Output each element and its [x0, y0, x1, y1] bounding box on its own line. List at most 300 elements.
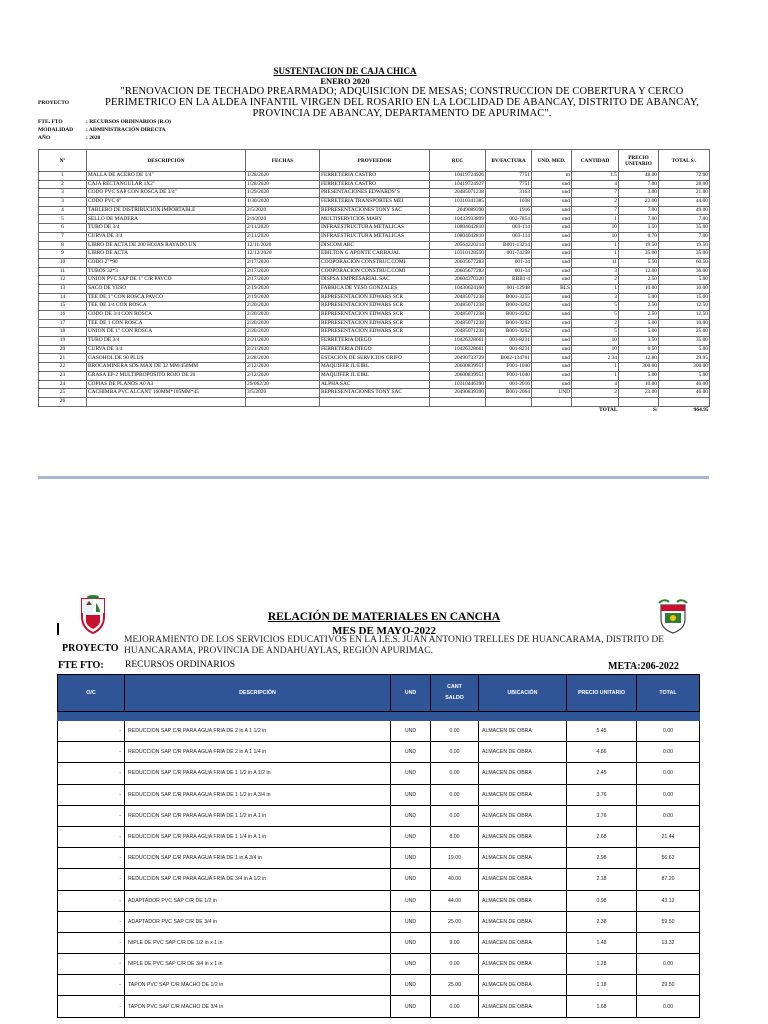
row-number: 25: [39, 389, 87, 398]
col-header-precio: PRECIO UNITARIO: [619, 150, 659, 172]
row-oc: -: [58, 721, 125, 742]
row-oc: -: [58, 996, 125, 1017]
col-header-oc: O/C: [58, 675, 125, 712]
row-proveedor: ESTACION DE SERVICIOS GRIFO: [320, 354, 430, 363]
row-descripcion: TAPON PVC SAP C/R MACHO DE 1/2 in: [125, 975, 391, 996]
materiales-row: [58, 954, 700, 975]
row-number: 26: [39, 397, 87, 406]
row-cant-saldo: 40.00: [431, 869, 479, 890]
row-factura: 7751: [486, 180, 532, 189]
row-total: 7.00: [659, 232, 710, 241]
col-header-precio2: PRECIO UNITARIO: [567, 675, 637, 712]
row-und: UND: [391, 805, 431, 826]
row-ubicacion: ALMACEN DE OBRA: [479, 890, 567, 911]
table-bottom-bar: [38, 476, 709, 479]
row-fecha: 2/20/2020: [246, 302, 320, 311]
row-descripcion: CODO PVC SAP CON ROSCA DE 3/4": [87, 189, 246, 198]
caja-chica-row: [39, 319, 710, 328]
total-label: TOTAL: [599, 406, 618, 413]
row-total: 12.50: [659, 302, 710, 311]
row-ubicacion: ALMACEN DE OBRA: [479, 826, 567, 847]
row-fecha: 2/11/2020: [246, 232, 320, 241]
row-cantidad: 1.5: [572, 172, 619, 181]
row-und: und: [532, 302, 572, 311]
row-cantidad: 1: [572, 284, 619, 293]
row-descripcion: REDUCCION SAP C/R PARA AGUA FRIA DE 1 1/2 in A 1 in: [125, 805, 391, 826]
row-ruc: 20485071238: [430, 328, 486, 337]
caja-chica-row: [39, 224, 710, 233]
row-precio: 10.00: [619, 284, 659, 293]
row-ruc: 10426328661: [430, 337, 486, 346]
meta-value-fte: : RECURSOS ORDINARIOS (R.O): [86, 119, 171, 125]
row-ruc: 20485071238: [430, 311, 486, 320]
row-total: 0.00: [637, 996, 700, 1017]
materiales-row: [58, 826, 700, 847]
caja-chica-period: ENERO 2020: [320, 76, 370, 86]
row-precio: 48.00: [619, 172, 659, 181]
row-descripcion: COPIAS DE PLANOS A0 A3: [87, 380, 246, 389]
row-fecha: 12/12/2020: [246, 250, 320, 259]
materiales-row: [58, 911, 700, 932]
row-descripcion: REDUCCION SAP C/R PARA AGUA FRIA DE 1 1/4 in A 1 in: [125, 826, 391, 847]
row-precio: 12.80: [619, 354, 659, 363]
row-number: 24: [39, 380, 87, 389]
caja-chica-row: [39, 371, 710, 380]
row-precio-unitario: 3.76: [567, 784, 637, 805]
row-number: 7: [39, 232, 87, 241]
row-und: UND: [391, 826, 431, 847]
row-ruc: 20604370320: [430, 276, 486, 285]
materiales-period: MES DE MAYO-2022: [331, 625, 437, 637]
caja-chica-row: [39, 389, 710, 398]
col-header-n: Nº: [39, 150, 87, 172]
row-precio: [619, 397, 659, 406]
row-fecha: 2/12/2020: [246, 371, 320, 380]
row-factura: B001-3262: [486, 319, 532, 328]
materiales-row: [58, 932, 700, 953]
row-ruc: 20605677283: [430, 258, 486, 267]
row-und: UND: [391, 721, 431, 742]
row-total: 5.00: [659, 276, 710, 285]
row-oc: -: [58, 954, 125, 975]
row-descripcion: REDUCCION SAP C/R PARA AGUA FRIA DE 1 1/2 in A 3/4 in: [125, 784, 391, 805]
row-precio-unitario: 1.68: [567, 996, 637, 1017]
row-ubicacion: ALMACEN DE OBRA: [479, 763, 567, 784]
row-number: 22: [39, 363, 87, 372]
row-ubicacion: ALMACEN DE OBRA: [479, 869, 567, 890]
row-total: 13.32: [637, 932, 700, 953]
row-descripcion: REDUCCION SAP C/R PARA AGUA FRIA DE 2 in A 1 1/4 in: [125, 742, 391, 763]
row-proveedor: INFRAESTRUCTURA METALICAS: [320, 232, 430, 241]
row-factura: 001-8231: [486, 337, 532, 346]
row-ubicacion: ALMACEN DE OBRA: [479, 721, 567, 742]
meta-label-fte: FTE. FTO: [38, 119, 63, 125]
row-total: 59.50: [637, 911, 700, 932]
row-ruc: 20485071238: [430, 293, 486, 302]
row-proveedor: FERRETERIA TRANSPORTES MEJ: [320, 198, 430, 207]
caja-chica-header-row: [39, 150, 710, 172]
row-factura: B002-134761: [486, 354, 532, 363]
row-number: 15: [39, 302, 87, 311]
caja-chica-row: [39, 180, 710, 189]
row-und: UND: [391, 996, 431, 1017]
header-gap-row: [58, 712, 700, 721]
row-total: 35.00: [659, 224, 710, 233]
row-cantidad: 11: [572, 258, 619, 267]
row-ubicacion: ALMACEN DE OBRA: [479, 784, 567, 805]
row-total: 0.00: [637, 721, 700, 742]
row-number: 4: [39, 206, 87, 215]
row-number: 13: [39, 284, 87, 293]
row-proveedor: REPRESENTACIONES TONY SAC: [320, 206, 430, 215]
row-descripcion: ADAPTADOR PVC SAP C/R DE 1/2 in: [125, 890, 391, 911]
row-total: 35.00: [659, 337, 710, 346]
row-oc: -: [58, 784, 125, 805]
row-proveedor: [320, 397, 430, 406]
caja-chica-row: [39, 311, 710, 320]
row-und: UND: [391, 742, 431, 763]
row-total: 25.00: [659, 328, 710, 337]
row-proveedor: MAQUIFER JL EIRL: [320, 363, 430, 372]
row-fecha: 2/12/2020: [246, 363, 320, 372]
row-total: 46.00: [659, 389, 710, 398]
row-factura: 002-7854: [486, 215, 532, 224]
row-proveedor: REPRESENTACION EDWARS SCR: [320, 311, 430, 320]
row-proveedor: MAQUIFER JL EIRL: [320, 371, 430, 380]
caja-chica-row: [39, 337, 710, 346]
row-proveedor: REPRESENTACIONES TONY SAC: [320, 389, 430, 398]
row-precio: 2.50: [619, 311, 659, 320]
caja-chica-total-row: [39, 406, 710, 414]
row-descripcion: UNION PVC SAP DE 1" C/R PAVCO: [87, 276, 246, 285]
row-cantidad: 1: [572, 241, 619, 250]
row-total: 35.00: [659, 250, 710, 259]
row-oc: -: [58, 848, 125, 869]
row-fecha: 2/17/2020: [246, 267, 320, 276]
row-ubicacion: ALMACEN DE OBRA: [479, 848, 567, 869]
row-number: 1: [39, 172, 87, 181]
row-cant-saldo: 25.00: [431, 975, 479, 996]
row-oc: -: [58, 763, 125, 784]
row-factura: 001-2016: [486, 380, 532, 389]
row-factura: BBB1-4: [486, 276, 532, 285]
row-descripcion: TUBO DE 3/4: [87, 337, 246, 346]
meta-label-modalidad: MODALIDAD: [38, 127, 74, 133]
row-total: 0.00: [637, 805, 700, 826]
row-cant-saldo: 9.00: [431, 932, 479, 953]
row-total: 21.00: [659, 189, 710, 198]
row-cantidad: 4: [572, 380, 619, 389]
row-proveedor: EBILTON G APONTE CARBAJAL: [320, 250, 430, 259]
caja-chica-row: [39, 302, 710, 311]
row-precio: 23.00: [619, 389, 659, 398]
row-und: und: [532, 206, 572, 215]
row-number: 21: [39, 354, 87, 363]
row-und: und: [532, 354, 572, 363]
row-descripcion: ADAPTADOR PVC SAP C/R DE 3/4 in: [125, 911, 391, 932]
caja-chica-section: [0, 0, 768, 490]
row-proveedor: REPRESENTACION EDWARS SCR: [320, 328, 430, 337]
caja-chica-row: [39, 241, 710, 250]
row-fecha: 2/4/2020: [246, 215, 320, 224]
row-und: und: [532, 224, 572, 233]
fte2-value: RECURSOS ORDINARIOS: [125, 660, 236, 670]
row-total: 0.00: [637, 954, 700, 975]
row-und: [532, 397, 572, 406]
caja-chica-row: [39, 345, 710, 354]
meta2-value: META:206-2022: [608, 661, 679, 672]
row-precio: 12.00: [619, 267, 659, 276]
materiales-row: [58, 784, 700, 805]
row-proveedor: DISCOM ABC: [320, 241, 430, 250]
row-precio: 5.00: [619, 371, 659, 380]
row-precio: 3.50: [619, 224, 659, 233]
row-descripcion: TABLERO DE DISTRIBUCION IMPORTABLE: [87, 206, 246, 215]
row-descripcion: NIPLE DE PVC SAP C/R DE 1/2 in x 1 in: [125, 932, 391, 953]
row-cantidad: 1: [572, 363, 619, 372]
row-fecha: 2/19/2020: [246, 293, 320, 302]
row-cant-saldo: 8.00: [431, 826, 479, 847]
row-cantidad: 10: [572, 337, 619, 346]
materiales-row: [58, 890, 700, 911]
row-factura: 001-8231: [486, 345, 532, 354]
row-und: und: [532, 267, 572, 276]
row-ubicacion: ALMACEN DE OBRA: [479, 996, 567, 1017]
materiales-row: [58, 763, 700, 784]
row-fecha: 12/11/2020: [246, 241, 320, 250]
row-precio: 7.00: [619, 215, 659, 224]
row-factura: [486, 397, 532, 406]
col-header-fechas: FECHAS: [246, 150, 320, 172]
row-und: und: [532, 380, 572, 389]
row-descripcion: REDUCCION SAP C/R PARA AGUA FRIA DE 2 in A 1 1/2 in: [125, 721, 391, 742]
row-proveedor: FERRETERIA DIEGO: [320, 345, 430, 354]
row-ruc: 10419724926: [430, 172, 486, 181]
row-factura: 1038: [486, 198, 532, 207]
row-precio: 10.00: [619, 380, 659, 389]
row-ruc: 10430624160: [430, 284, 486, 293]
row-precio-unitario: 2.68: [567, 826, 637, 847]
row-cantidad: 1: [572, 215, 619, 224]
row-total: 0.00: [637, 763, 700, 784]
row-fecha: 1/28/2020: [246, 172, 320, 181]
row-factura: B001-3262: [486, 328, 532, 337]
row-und: und: [532, 328, 572, 337]
row-und: und: [532, 337, 572, 346]
row-total: 10.00: [659, 284, 710, 293]
row-proveedor: FERRETERIA DIEGO: [320, 337, 430, 346]
row-number: 5: [39, 215, 87, 224]
row-proveedor: DISPSA EMPRESARIAL SAC: [320, 276, 430, 285]
col-header-proveedor: PROVEEDOR: [320, 150, 430, 172]
row-precio: 300.00: [619, 363, 659, 372]
row-total: 7.00: [659, 215, 710, 224]
row-total: 43.12: [637, 890, 700, 911]
row-fecha: 1/28/2020: [246, 180, 320, 189]
materiales-row: [58, 996, 700, 1017]
row-descripcion: SACO DE YESO: [87, 284, 246, 293]
row-descripcion: GRASA EP-2 MULTIPROPOSITO ROJO DE 20: [87, 371, 246, 380]
row-ubicacion: ALMACEN DE OBRA: [479, 932, 567, 953]
row-und: UND: [391, 890, 431, 911]
row-precio: 2.50: [619, 302, 659, 311]
row-descripcion: TAPON PVC SAP C/R MACHO DE 3/4 in: [125, 996, 391, 1017]
row-total: 5.00: [659, 345, 710, 354]
row-cantidad: [572, 397, 619, 406]
proyecto2-label: PROYECTO: [62, 643, 119, 654]
row-und: und: [532, 276, 572, 285]
caja-chica-row: [39, 198, 710, 207]
col-header-ubicacion: UBICACIÓN: [479, 675, 567, 712]
row-proveedor: MULTISERVICIOS MARY: [320, 215, 430, 224]
row-total: 60.50: [659, 258, 710, 267]
caja-chica-title: SUSTENTACION DE CAJA CHICA: [273, 66, 417, 76]
caja-chica-row: [39, 206, 710, 215]
row-descripcion: NIPLE DE PVC SAP C/R DE 3/4 in x 1 in: [125, 954, 391, 975]
row-factura: 001-34: [486, 258, 532, 267]
row-ruc: 20564220214: [430, 241, 486, 250]
row-fecha: 2/20/2020: [246, 328, 320, 337]
row-fecha: 2/28/2020: [246, 354, 320, 363]
row-precio: 35.00: [619, 250, 659, 259]
row-total: 19.50: [659, 241, 710, 250]
row-und: UND: [391, 932, 431, 953]
row-total: 56.62: [637, 848, 700, 869]
row-number: 3: [39, 198, 87, 207]
row-und: und: [532, 258, 572, 267]
row-cantidad: 2: [572, 389, 619, 398]
row-factura: B001-3255: [486, 293, 532, 302]
row-total: 36.00: [659, 267, 710, 276]
row-und: UND: [391, 784, 431, 805]
row-precio-unitario: 1.18: [567, 975, 637, 996]
row-fecha: 2/20/2020: [246, 311, 320, 320]
row-cantidad: 2: [572, 319, 619, 328]
row-total: 12.50: [659, 311, 710, 320]
caja-chica-row: [39, 258, 710, 267]
row-factura: F001-1040: [486, 371, 532, 380]
row-number: 16: [39, 311, 87, 320]
row-und: UND: [391, 911, 431, 932]
col-header-cant: CANT: [447, 684, 462, 690]
row-total: 44.00: [659, 198, 710, 207]
row-cant-saldo: 0.00: [431, 996, 479, 1017]
row-fecha: 2/17/2020: [246, 276, 320, 285]
row-precio: 5.00: [619, 293, 659, 302]
row-und: und: [532, 363, 572, 372]
col-header-und: UND. MED.: [532, 150, 572, 172]
row-und: UND: [391, 848, 431, 869]
materiales-table: [57, 674, 700, 1018]
row-total: 49.00: [659, 206, 710, 215]
row-total: 15.00: [659, 293, 710, 302]
row-cantidad: 1: [572, 371, 619, 380]
row-cantidad: 2: [572, 276, 619, 285]
col-header-descripcion2: DESCRIPCIÓN: [125, 675, 391, 712]
row-cant-saldo: 0.00: [431, 721, 479, 742]
row-ruc: [430, 397, 486, 406]
row-proveedor: COOPORACION CONSTRUC.COMI: [320, 267, 430, 276]
row-number: 9: [39, 250, 87, 259]
row-number: 3: [39, 189, 87, 198]
row-oc: -: [58, 826, 125, 847]
row-proveedor: REPRESENTACION EDWARS SCR: [320, 319, 430, 328]
row-total: 300.00: [659, 363, 710, 372]
row-ruc: 20490839390: [430, 389, 486, 398]
caja-chica-table: [38, 149, 710, 414]
row-descripcion: [87, 397, 246, 406]
row-ruc: 10310128550: [430, 250, 486, 259]
row-precio: 3.50: [619, 337, 659, 346]
row-und: UND: [391, 954, 431, 975]
row-ruc: 10804042810: [430, 232, 486, 241]
row-ruc: 10804042810: [430, 224, 486, 233]
row-total: 21.44: [637, 826, 700, 847]
row-und: m: [532, 172, 572, 181]
row-cant-saldo: 0.00: [431, 763, 479, 784]
row-fecha: 2/19/2020: [246, 284, 320, 293]
row-und: und: [532, 198, 572, 207]
caja-chica-row: [39, 172, 710, 181]
proyecto-text: "RENOVACION DE TECHADO PREARMADO; ADQUISICION DE MESAS; CONSTRUCCION DE COBERTURA Y CERCO PERIMETRICO EN LA ALDEA INFANTIL VIRGEN DEL ROSARIO EN LA LOCLIDAD DE ABANCAY, DISTRITO DE ABANCAY, PROVINCIA DE ABANCAY, DEPARTAMENTO DE APURIMAC".: [105, 86, 699, 119]
row-descripcion: CURVA DE 3/4: [87, 232, 246, 241]
col-header-ruc: RUC: [430, 150, 486, 172]
row-cantidad: 1: [572, 250, 619, 259]
row-precio: 0.50: [619, 345, 659, 354]
row-fecha: 2/17/2020: [246, 258, 320, 267]
row-factura: B001-3262: [486, 311, 532, 320]
row-factura: B001-3262: [486, 302, 532, 311]
row-cant-saldo: 0.00: [431, 805, 479, 826]
row-ruc: 10426328661: [430, 345, 486, 354]
row-descripcion: LIBRO DE ACTA: [87, 250, 246, 259]
row-precio: 2.50: [619, 276, 659, 285]
row-fecha: 3/5/2020: [246, 389, 320, 398]
row-cantidad: 7: [572, 206, 619, 215]
materiales-row: [58, 721, 700, 742]
row-number: 23: [39, 371, 87, 380]
materiales-section: [0, 565, 768, 1024]
row-total: 40.00: [659, 380, 710, 389]
row-und: UND: [532, 389, 572, 398]
proyecto2-text: MEJORAMIENTO DE LOS SERVICIOS EDUCATIVOS EN LA I.E.S. JUAN ANTONIO TRELLES DE HUANCARAMA, DISTRITO DE HUANCARAMA, PROVINCIA DE ANDAHUAYLAS, REGIÓN APURIMAC.: [124, 635, 665, 656]
caja-chica-row: [39, 293, 710, 302]
row-total: 72.00: [659, 172, 710, 181]
row-ruc: 10433933899: [430, 215, 486, 224]
row-und: und: [532, 189, 572, 198]
row-cant-saldo: 0.00: [431, 784, 479, 805]
caja-chica-row: [39, 215, 710, 224]
row-descripcion: TUBO DE 3/4: [87, 224, 246, 233]
meta-value-anio: : 2020: [86, 135, 101, 141]
row-precio-unitario: 2.38: [567, 911, 637, 932]
row-und: UND: [391, 869, 431, 890]
row-proveedor: REPRESENTACION EDWARS SCR: [320, 302, 430, 311]
materiales-title: RELACIÓN DE MATERIALES EN CANCHA: [267, 611, 501, 623]
row-precio-unitario: 1.28: [567, 954, 637, 975]
row-cant-saldo: 0.00: [431, 742, 479, 763]
row-number: 17: [39, 319, 87, 328]
row-precio-unitario: 2.18: [567, 869, 637, 890]
row-und: und: [532, 311, 572, 320]
row-und: und: [532, 215, 572, 224]
row-precio-unitario: 0.98: [567, 890, 637, 911]
caja-chica-row: [39, 232, 710, 241]
row-descripcion: UNION DE 1" CON ROSCA: [87, 328, 246, 337]
row-descripcion: TEE DE 3/4 CON ROSCA: [87, 302, 246, 311]
row-number: 8: [39, 241, 87, 250]
meta-label-anio: AÑO: [38, 135, 51, 141]
